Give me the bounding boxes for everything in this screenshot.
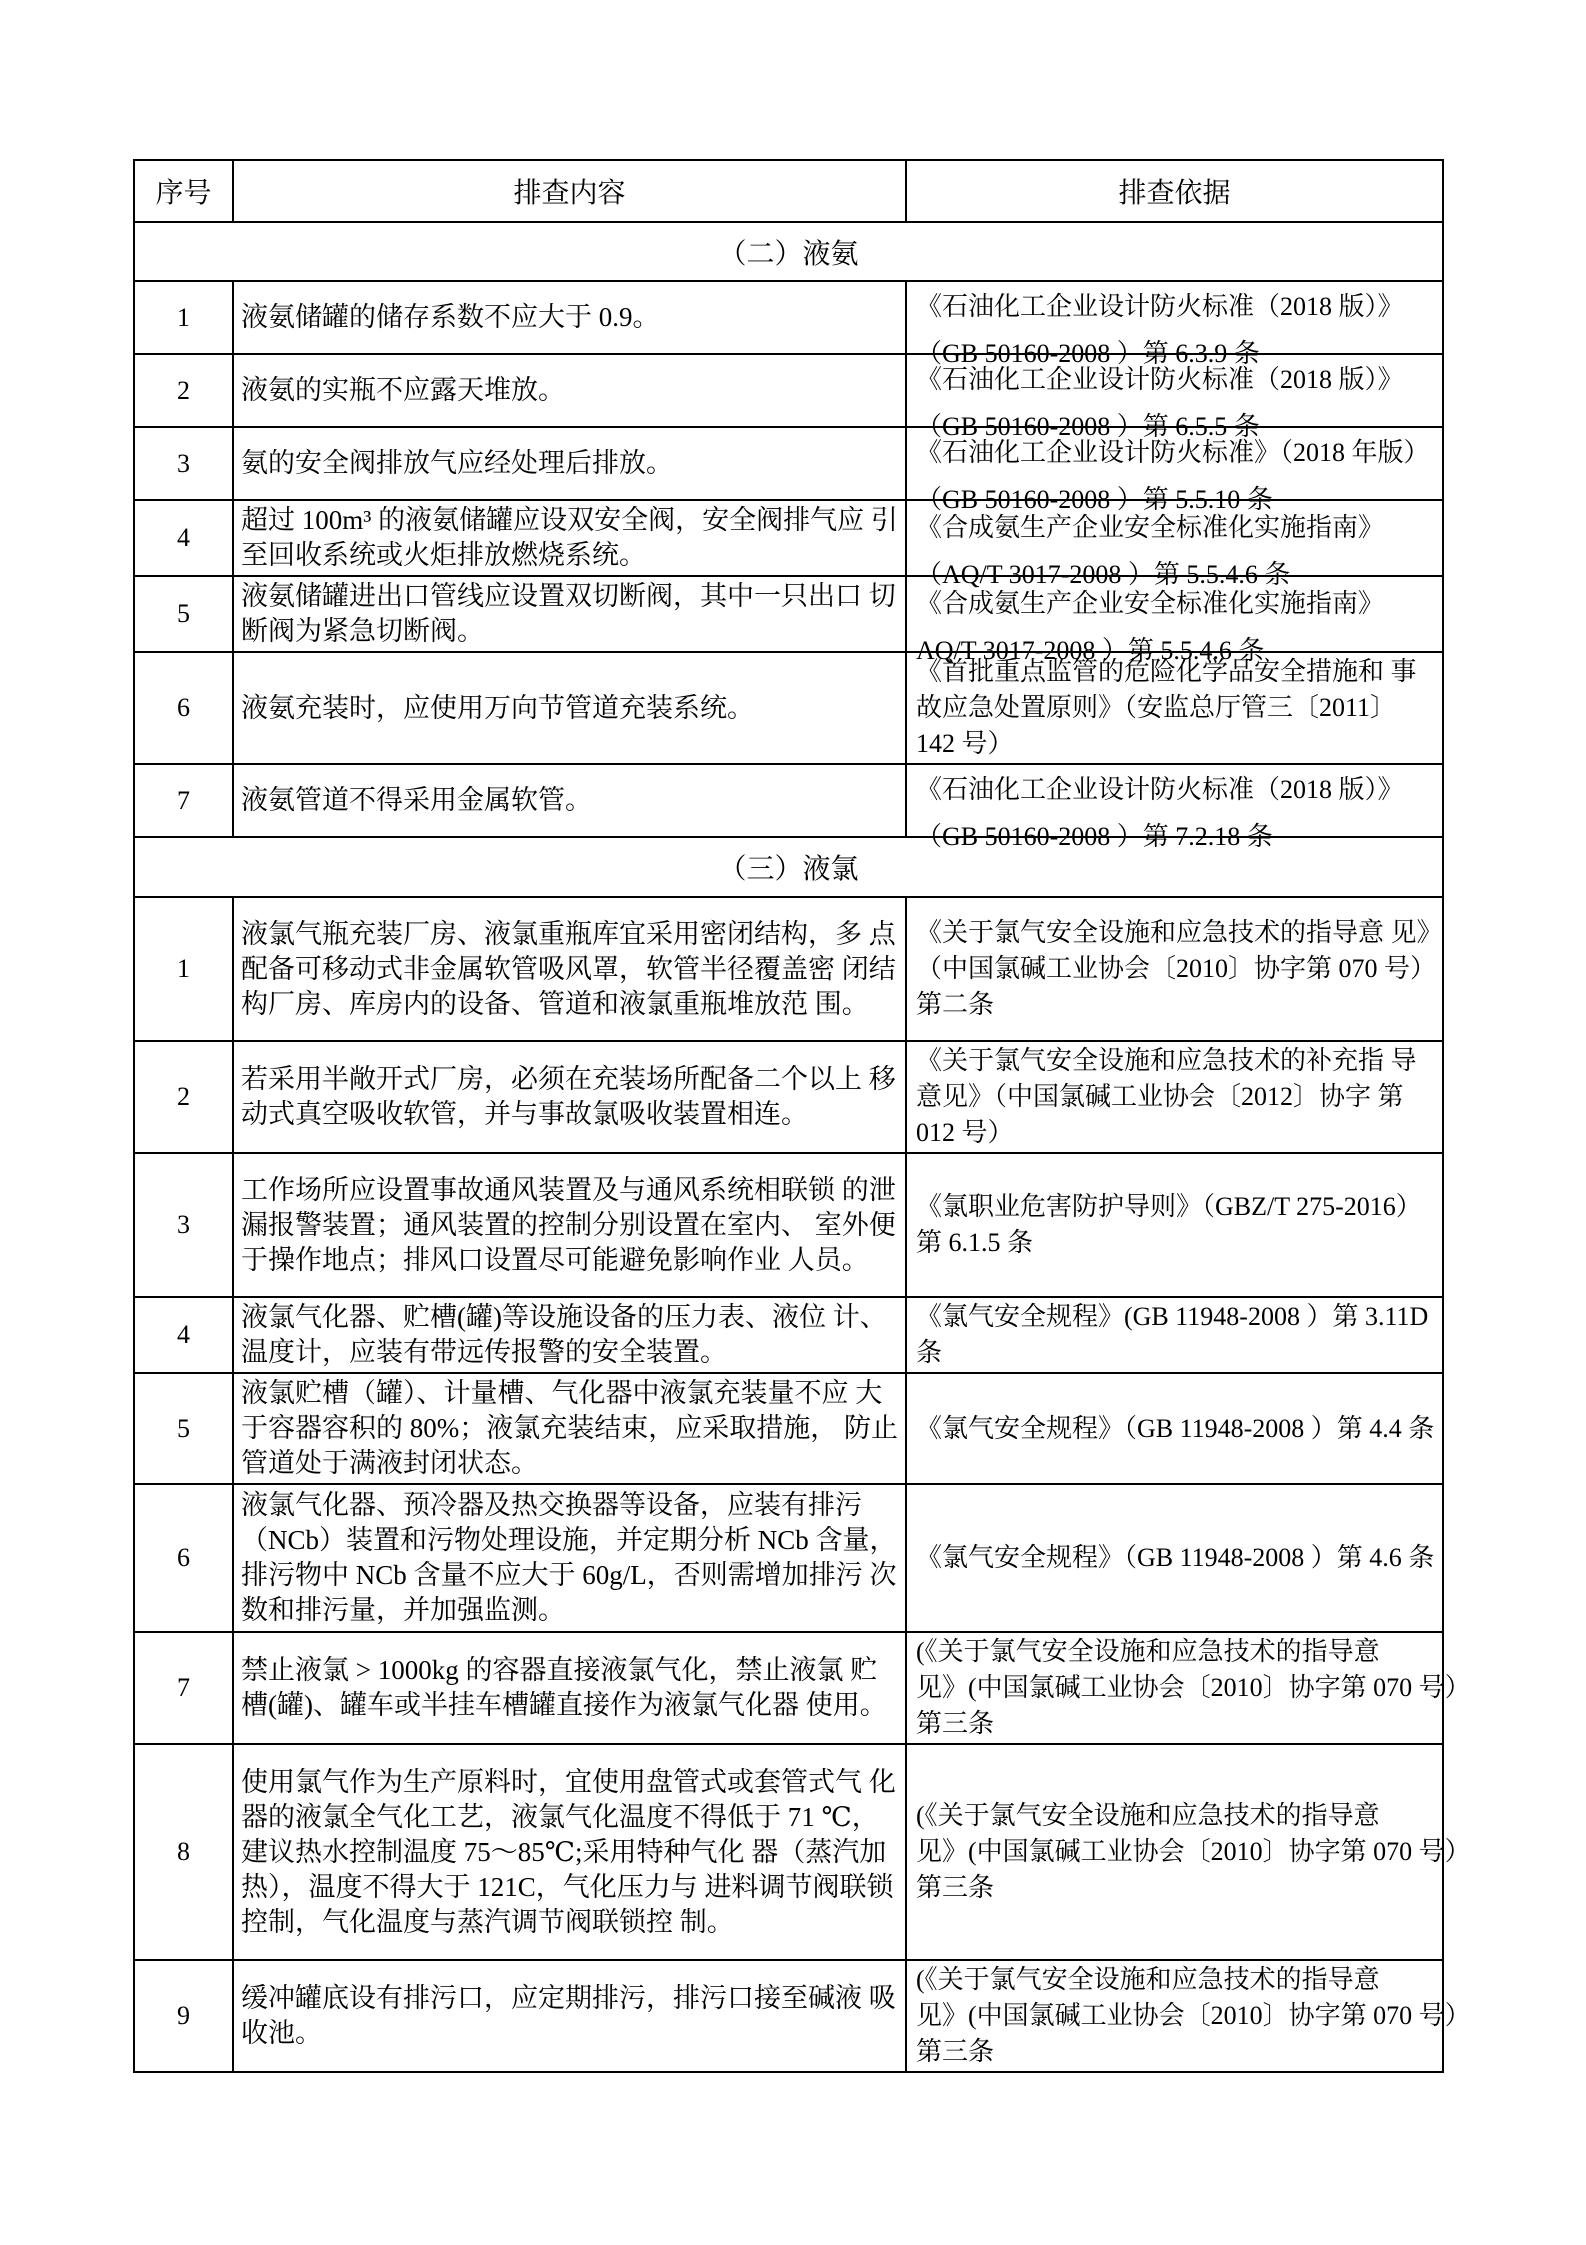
basis-line: 《氯职业危害防护导则》（GBZ/T 275-2016） — [916, 1192, 1422, 1221]
content-cell — [233, 500, 906, 576]
basis-cell — [906, 354, 1443, 441]
content-cell — [233, 1744, 906, 1960]
basis-line: 《石油化工企业设计防火标准（2018 版）》 — [916, 365, 1404, 394]
content-text: 使用氯气作为生产原料时，宜使用盘管式或套管式气 化器的液氯全气化工艺，液氯气化温度不得低于 71 ℃， 建议热水控制温度 75～85℃;采用特种气化 器（蒸汽加热），温度不得大于 121C，气化压力与 进料调节阀联锁控制，气化温度与蒸汽调节阀联锁控 制。 — [241, 1766, 896, 1937]
row-number: 4 — [134, 500, 233, 576]
basis-line: 142 号） — [916, 729, 1014, 758]
basis-line: 见》(中国氯碱工业协会〔2010〕协字第 070 号） — [916, 1837, 1471, 1866]
basis-cell — [906, 500, 1443, 589]
content-text: 液氨的实瓶不应露天堆放。 — [241, 375, 565, 405]
basis-line: (《关于氯气安全设施和应急技术的指导意 — [916, 1965, 1380, 1994]
basis-line: (《关于氯气安全设施和应急技术的指导意 — [916, 1801, 1380, 1830]
basis-cell — [906, 1373, 1443, 1484]
basis-line: 《合成氨生产企业安全标准化实施指南》 — [916, 588, 1385, 618]
basis-cell — [906, 281, 1443, 368]
basis-line: AQ/T 3017-2008 ）第 5.5.4.6 条 — [916, 635, 1265, 665]
basis-line: 《石油化工企业设计防火标准（2018 版）》 — [916, 775, 1404, 804]
inspection-table — [133, 159, 1471, 2073]
basis-cell — [906, 1744, 1471, 1960]
header-cell-content: 排查内容 — [233, 160, 906, 222]
row-number: 5 — [134, 576, 233, 652]
basis-line: 《氯气安全规程》（GB 11948-2008 ）第 4.4 条 — [916, 1413, 1435, 1443]
row-number: 3 — [134, 427, 233, 500]
basis-line: 第三条 — [916, 1873, 995, 1902]
row-number: 4 — [134, 1297, 233, 1373]
content-text: 液氯气化器、贮槽(罐)等设施设备的压力表、液位 计、温度计，应装有带远传报警的安全装置。 — [241, 1302, 887, 1367]
basis-cell — [906, 1632, 1471, 1744]
table-row — [134, 652, 1443, 764]
row-number: 2 — [134, 354, 233, 427]
table-header-row — [134, 160, 1443, 222]
basis-cell — [906, 897, 1443, 1041]
table-row — [134, 764, 1443, 837]
content-text: 液氨储罐进出口管线应设置双切断阀，其中一只出口 切断阀为紧急切断阀。 — [241, 581, 896, 646]
table-row — [134, 1297, 1443, 1373]
row-number: 2 — [134, 1041, 233, 1153]
table-row — [134, 1484, 1443, 1632]
basis-line: 《关于氯气安全设施和应急技术的指导意 见》 — [916, 918, 1443, 947]
basis-line: 012 号） — [916, 1118, 1014, 1147]
content-text: 氨的安全阀排放气应经处理后排放。 — [241, 448, 673, 478]
basis-line: （GB 50160-2008 ）第 6.3.9 条 — [916, 339, 1260, 368]
content-text: 超过 100m³ 的液氨储罐应设双安全阀，安全阀排气应 引至回收系统或火炬排放燃烧系统。 — [241, 505, 898, 570]
table-row — [134, 897, 1443, 1041]
basis-line: 《关于氯气安全设施和应急技术的补充指 导 — [916, 1046, 1417, 1075]
basis-cell — [906, 576, 1443, 665]
basis-cell — [906, 764, 1443, 851]
table-row — [134, 427, 1443, 500]
basis-line: 故应急处置原则》（安监总厅管三〔2011〕 — [916, 693, 1397, 722]
row-number: 1 — [134, 281, 233, 354]
basis-line: （中国氯碱工业协会〔2010〕协字第 070 号） — [916, 954, 1437, 983]
table-row — [134, 281, 1443, 354]
basis-cell — [906, 427, 1443, 514]
basis-line: 《首批重点监管的危险化学品安全措施和 事 — [916, 657, 1417, 686]
content-text: 液氯气瓶充装厂房、液氯重瓶库宜采用密闭结构，多 点配备可移动式非金属软管吸风罩，软管半径覆盖密 闭结构厂房、库房内的设备、管道和液氯重瓶堆放范 围。 — [241, 918, 896, 1019]
basis-line: （GB 50160-2008 ）第 5.5.10 条 — [916, 485, 1273, 514]
content-cell — [233, 1632, 906, 1744]
row-number: 6 — [134, 652, 233, 764]
row-number: 9 — [134, 1960, 233, 2072]
basis-cell — [906, 1960, 1471, 2072]
row-number: 5 — [134, 1373, 233, 1484]
section-title: （三）液氯 — [134, 837, 1443, 897]
basis-line: 条 — [916, 1338, 943, 1367]
table-row — [134, 576, 1443, 652]
basis-line: 见》(中国氯碱工业协会〔2010〕协字第 070 号） — [916, 2001, 1471, 2030]
basis-line: （GB 50160-2008 ）第 7.2.18 条 — [916, 822, 1273, 851]
table-row — [134, 1744, 1443, 1960]
basis-line: 意见》（中国氯碱工业协会〔2012〕协字 第 — [916, 1082, 1404, 1111]
header-cell-num: 序号 — [134, 160, 233, 222]
basis-line: 第 6.1.5 条 — [916, 1228, 1034, 1257]
basis-line: 第二条 — [916, 990, 995, 1019]
content-cell — [233, 427, 906, 500]
content-text: 工作场所应设置事故通风装置及与通风系统相联锁 的泄漏报警装置；通风装置的控制分别设置在室内、 室外便于操作地点；排风口设置尽可能避免影响作业 人员。 — [241, 1174, 896, 1275]
content-text: 若采用半敞开式厂房，必须在充装场所配备二个以上 移动式真空吸收软管，并与事故氯吸收装置相连。 — [241, 1064, 896, 1129]
basis-line: (《关于氯气安全设施和应急技术的指导意 — [916, 1637, 1380, 1666]
content-text: 液氨储罐的储存系数不应大于 0.9。 — [241, 302, 660, 332]
content-cell — [233, 1041, 906, 1153]
basis-line: （AQ/T 3017-2008 ）第 5.5.4.6 条 — [916, 559, 1291, 589]
basis-line: 《合成氨生产企业安全标准化实施指南》 — [916, 512, 1385, 542]
content-text: 液氨管道不得采用金属软管。 — [241, 785, 592, 815]
basis-line: 《石油化工企业设计防火标准（2018 版）》 — [916, 292, 1404, 321]
table-row — [134, 1373, 1443, 1484]
content-cell — [233, 354, 906, 427]
row-number: 6 — [134, 1484, 233, 1632]
section-row-liquid-ammonia — [134, 222, 1443, 281]
basis-line: 第三条 — [916, 2037, 995, 2066]
row-number: 8 — [134, 1744, 233, 1960]
basis-line: 《氯气安全规程》（GB 11948-2008 ）第 4.6 条 — [916, 1543, 1435, 1572]
content-cell — [233, 652, 906, 764]
content-cell — [233, 1297, 906, 1373]
content-text: 液氨充装时，应使用万向节管道充装系统。 — [241, 692, 754, 723]
table-row — [134, 500, 1443, 576]
content-text: 液氯贮槽（罐）、计量槽、气化器中液氯充装量不应 大于容器容积的 80%；液氯充装结束，应采取措施， 防止管道处于满液封闭状态。 — [241, 1378, 898, 1478]
basis-line: 《石油化工企业设计防火标准》（2018 年版） — [916, 438, 1430, 467]
row-number: 7 — [134, 764, 233, 837]
header-cell-basis: 排查依据 — [906, 160, 1443, 222]
row-number: 1 — [134, 897, 233, 1041]
basis-line: 第三条 — [916, 1709, 995, 1738]
table-row — [134, 1041, 1443, 1153]
basis-line: 《氯气安全规程》(GB 11948-2008 ）第 3.11D — [916, 1302, 1429, 1331]
table-row — [134, 1153, 1443, 1297]
content-cell — [233, 764, 906, 837]
table-row — [134, 1632, 1443, 1744]
content-cell — [233, 897, 906, 1041]
section-title: （二）液氨 — [134, 222, 1443, 281]
content-cell — [233, 281, 906, 354]
table-row — [134, 1960, 1443, 2072]
content-text: 液氯气化器、预冷器及热交换器等设备，应装有排污 （NCb）装置和污物处理设施，并定期分析 NCb 含量， 排污物中 NCb 含量不应大于 60g/L，否则需增加排污 次数和排污量，并加强监测。 — [241, 1490, 897, 1625]
basis-line: （GB 50160-2008 ）第 6.5.5 条 — [916, 412, 1260, 441]
basis-line: 见》(中国氯碱工业协会〔2010〕协字第 070 号） — [916, 1673, 1471, 1702]
content-cell — [233, 1960, 906, 2072]
basis-cell — [906, 652, 1443, 764]
row-number: 3 — [134, 1153, 233, 1297]
content-cell — [233, 1373, 906, 1484]
basis-cell — [906, 1041, 1443, 1153]
basis-cell — [906, 1484, 1443, 1632]
table-row — [134, 354, 1443, 427]
content-cell — [233, 1484, 906, 1632]
content-cell — [233, 1153, 906, 1297]
row-number: 7 — [134, 1632, 233, 1744]
content-text: 禁止液氯 > 1000kg 的容器直接液氯气化，禁止液氯 贮槽(罐)、罐车或半挂车槽罐直接作为液氯气化器 使用。 — [241, 1655, 887, 1720]
content-cell — [233, 576, 906, 652]
basis-cell — [906, 1297, 1443, 1373]
content-text: 缓冲罐底设有排污口，应定期排污，排污口接至碱液 吸收池。 — [241, 1983, 896, 2048]
basis-cell — [906, 1153, 1443, 1297]
